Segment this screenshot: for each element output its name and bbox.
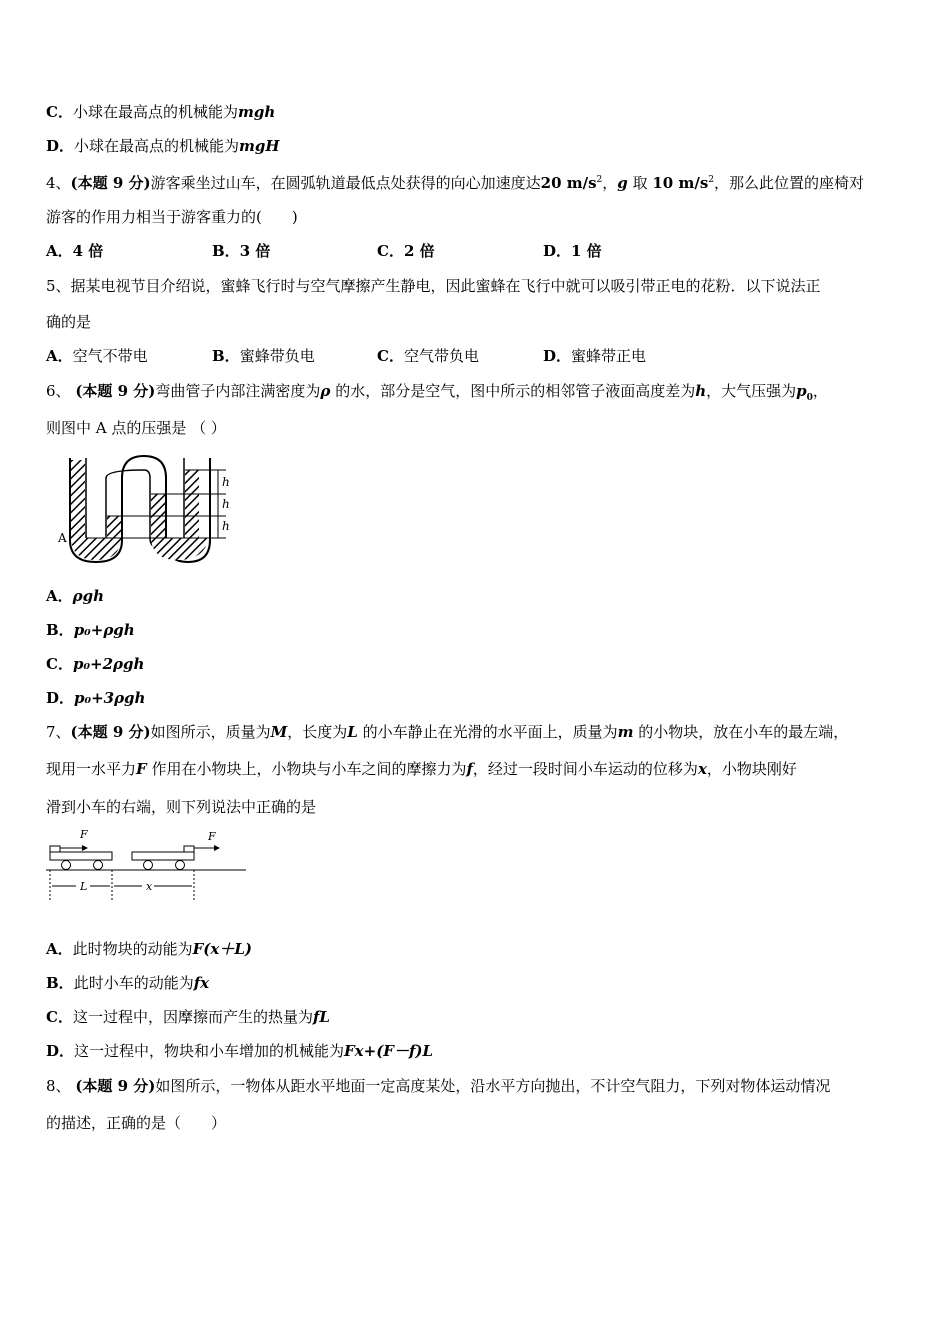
displacement-label: x xyxy=(146,880,153,893)
q5-option-a-text: 空气不带电 xyxy=(72,347,148,365)
q6-h: h xyxy=(695,382,707,400)
q6-option-a-text: ρgh xyxy=(72,587,105,605)
h-label-2: h xyxy=(222,497,230,511)
q5-option-a xyxy=(46,346,148,366)
q7-M: M xyxy=(270,723,288,741)
q6-p: p xyxy=(796,382,807,400)
block-2 xyxy=(184,846,194,852)
length-label: L xyxy=(80,880,88,893)
q7-text-2c: ，经过一段时间小车运动的位移为 xyxy=(472,760,698,778)
q4-option-a xyxy=(46,241,103,261)
q7-option-d-label: D． xyxy=(46,1042,75,1060)
q4-sup2: 2 xyxy=(708,175,715,185)
q3-option-d-math: mgH xyxy=(239,137,280,155)
q8-text-c: 如图所示，一物体从距水平地面一定高度某处，沿水平方向抛出，不计空气阻力，下列对物体运动情况 xyxy=(155,1077,831,1095)
q3-option-c-label: C． xyxy=(46,103,73,121)
q7-option-a-text: 此时物块的动能为 xyxy=(72,940,193,958)
q7-m: m xyxy=(617,723,634,741)
q7-text-d: ，长度为 xyxy=(287,723,348,741)
q3-option-c xyxy=(46,102,275,122)
q5-option-b xyxy=(212,346,315,366)
h-label-1: h xyxy=(222,475,230,489)
q7-option-c xyxy=(46,1007,330,1027)
q6-option-d-label: D． xyxy=(46,689,75,707)
q4-option-b-text: 3 倍 xyxy=(239,242,271,260)
q7-option-b-math: fx xyxy=(193,974,210,992)
wheel-1b xyxy=(94,861,103,870)
cart-figure xyxy=(46,826,248,906)
q6-text-e: ，大气压强为 xyxy=(706,382,797,400)
q4-option-d xyxy=(543,241,602,261)
q6-p-sub: 0 xyxy=(806,393,813,403)
q7-option-a-math: F(x＋L) xyxy=(192,940,252,958)
q5-stem-line1: 5、据某电视节目介绍说，蜜蜂飞行时与空气摩擦产生静电，因此蜜蜂在飞行中就可以吸引带正电的花粉．以下说法正 xyxy=(46,277,821,295)
q4-option-c-text: 2 倍 xyxy=(403,242,435,260)
q8-score: (本题 9 分) xyxy=(75,1077,156,1095)
q5-option-c-text: 空气带负电 xyxy=(403,347,479,365)
q5-option-d-text: 蜜蜂带正电 xyxy=(571,347,647,365)
q7-score: (本题 9 分) xyxy=(70,723,151,741)
q4-take: 取 xyxy=(632,174,648,192)
wheel-1a xyxy=(62,861,71,870)
q6-stem-line1 xyxy=(46,381,828,408)
q7-f: f xyxy=(466,760,473,778)
left-leg-liquid xyxy=(71,460,85,538)
q3-option-c-text: 小球在最高点的机械能为 xyxy=(72,103,238,121)
q7-option-b-text: 此时小车的动能为 xyxy=(73,974,194,992)
q7-option-d xyxy=(46,1041,433,1061)
q7-x: x xyxy=(697,760,707,778)
force-label-2: F xyxy=(208,830,216,843)
q6-rho: ρ xyxy=(320,382,331,400)
q4-val2: 10 m/s xyxy=(652,174,709,192)
q5-option-c-label: C． xyxy=(377,347,404,365)
q4-score: (本题 9 分) xyxy=(70,174,151,192)
h-label-3: h xyxy=(222,519,230,533)
u-tube-figure xyxy=(56,450,246,570)
q7-L: L xyxy=(347,723,358,741)
bottom1-liquid xyxy=(71,538,121,560)
q7-number: 7、 xyxy=(46,723,71,741)
q4-sep: ， xyxy=(602,174,618,192)
q4-text-d: ，那么此位置的座椅对 xyxy=(714,174,865,192)
q6-option-a xyxy=(46,586,104,606)
q7-text-2b: 作用在小物块上，小物块与小车之间的摩擦力为 xyxy=(151,760,467,778)
q7-text-e: 的小车静止在光滑的水平面上，质量为 xyxy=(362,723,618,741)
q5-option-d xyxy=(543,346,646,366)
q7-text-f: 的小物块，放在小车的最左端， xyxy=(638,723,849,741)
right-leg-liquid xyxy=(185,470,199,538)
q6-option-a-label: A． xyxy=(46,587,73,605)
q7-text-c: 如图所示，质量为 xyxy=(150,723,271,741)
q6-text-d: 的水，部分是空气，图中所示的相邻管子液面高度差为 xyxy=(335,382,696,400)
q3-option-d xyxy=(46,136,280,156)
q7-option-d-math: Fx+(F－f)L xyxy=(344,1042,434,1060)
q4-option-d-text: 1 倍 xyxy=(571,242,602,260)
q3-option-d-label: D． xyxy=(46,137,75,155)
q8-stem-line2: 的描述，正确的是（ ） xyxy=(46,1114,227,1132)
q7-option-b-label: B． xyxy=(46,974,74,992)
force-arrow-2-head xyxy=(214,845,220,851)
q7-option-d-text: 这一过程中，物块和小车增加的机械能为 xyxy=(74,1042,345,1060)
q7-option-c-math: fL xyxy=(312,1008,330,1026)
point-a-label: A xyxy=(58,531,67,545)
q6-option-c xyxy=(46,654,144,674)
q5-option-a-label: A． xyxy=(46,347,73,365)
q7-option-b xyxy=(46,973,209,993)
wheel-2a xyxy=(144,861,153,870)
q4-g: g xyxy=(617,174,628,192)
q4-text-a: 游客乘坐过山车，在圆弧轨道最低点处获得的向心加速度达 xyxy=(150,174,541,192)
q7-option-c-label: C． xyxy=(46,1008,73,1026)
q6-option-b-label: B． xyxy=(46,621,74,639)
q5-stem-line2: 确的是 xyxy=(46,313,92,331)
q6-text-c: 弯曲管子内部注满密度为 xyxy=(155,382,321,400)
q6-option-c-text: p₀+2ρgh xyxy=(72,655,145,673)
q4-stem-line2: 游客的作用力相当于游客重力的( ) xyxy=(46,208,298,226)
q6-number: 6、 xyxy=(46,382,71,400)
q7-stem-line1 xyxy=(46,722,848,742)
force-arrow-1-head xyxy=(82,845,88,851)
q5-option-c xyxy=(377,346,479,366)
q6-stem-line2: 则图中 A 点的压强是 （ ） xyxy=(46,419,226,437)
q4-option-d-label: D． xyxy=(543,242,572,260)
force-label-1: F xyxy=(80,828,88,841)
q7-option-a xyxy=(46,939,252,959)
q6-option-b-text: p₀+ρgh xyxy=(73,621,135,639)
q6-option-d-text: p₀+3ρgh xyxy=(74,689,146,707)
q4-option-a-label: A． xyxy=(46,242,73,260)
q6-option-d xyxy=(46,688,145,708)
q7-F: F xyxy=(136,760,147,778)
q6-text-f: ， xyxy=(812,382,828,400)
q8-stem-line1 xyxy=(46,1076,830,1096)
q7-option-a-label: A． xyxy=(46,940,73,958)
q4-option-c xyxy=(377,241,435,261)
cart-1 xyxy=(50,852,112,860)
q7-stem-line2 xyxy=(46,759,797,779)
q7-text-2a: 现用一水平力 xyxy=(46,760,137,778)
q5-option-b-text: 蜜蜂带负电 xyxy=(239,347,315,365)
q5-option-d-label: D． xyxy=(543,347,572,365)
q4-stem-line1 xyxy=(46,170,864,193)
cart-2 xyxy=(132,852,194,860)
bottom2-liquid xyxy=(151,538,209,560)
q7-option-c-text: 这一过程中，因摩擦而产生的热量为 xyxy=(72,1008,313,1026)
q6-option-c-label: C． xyxy=(46,655,73,673)
tube-inner xyxy=(86,458,184,548)
q4-sup1: 2 xyxy=(596,175,603,185)
leg2-liquid xyxy=(107,516,121,538)
q4-val1: 20 m/s xyxy=(540,174,597,192)
q4-number: 4、 xyxy=(46,174,71,192)
q4-option-c-label: C． xyxy=(377,242,404,260)
q7-text-2d: ，小物块刚好 xyxy=(706,760,797,778)
q7-stem-line3: 滑到小车的右端，则下列说法中正确的是 xyxy=(46,798,317,816)
q3-option-c-math: mgh xyxy=(237,103,276,121)
q4-option-b xyxy=(212,241,270,261)
q4-option-b-label: B． xyxy=(212,242,240,260)
q6-score: (本题 9 分) xyxy=(75,382,156,400)
block-1 xyxy=(50,846,60,852)
q4-option-a-text: 4 倍 xyxy=(72,242,104,260)
wheel-2b xyxy=(176,861,185,870)
q5-option-b-label: B． xyxy=(212,347,240,365)
q3-option-d-text: 小球在最高点的机械能为 xyxy=(74,137,240,155)
q8-number: 8、 xyxy=(46,1077,71,1095)
q6-option-b xyxy=(46,620,135,640)
